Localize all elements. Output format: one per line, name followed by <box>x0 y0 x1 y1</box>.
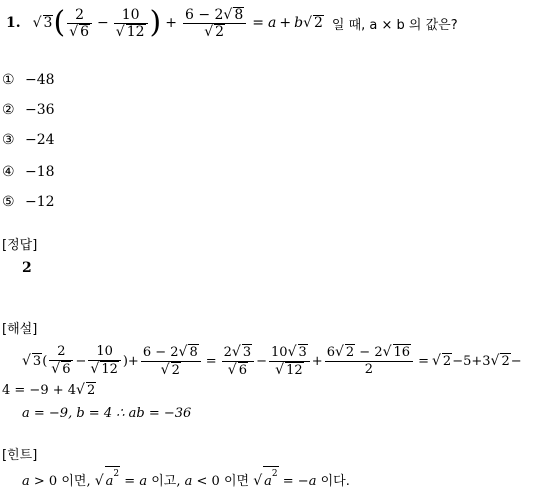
problem-question: 일 때, a × b 의 값은? <box>331 17 458 33</box>
option-4[interactable] <box>2 164 55 180</box>
hint-header: [힌트] <box>2 448 38 463</box>
option-value: −18 <box>25 164 55 180</box>
option-marker: ③ <box>2 132 15 148</box>
solution-line-1: √ 3 ( $\frac{2}{√ 6}$ − $\frac{10}{√ 12}$ )+ $\frac{6 - 2√ 8}{√ 2}$ = $\frac{2√ 3}{√ 6}$ − $\frac{10√ 3}{√ 12}$ + $\frac{6√ 2 - 2√ 16}{2}$ = √ 2 −5+3 √ 2 − <box>22 343 522 378</box>
option-marker: ② <box>2 102 15 118</box>
option-marker: ④ <box>2 164 15 180</box>
option-2[interactable] <box>2 102 55 118</box>
option-3[interactable] <box>2 132 55 148</box>
problem-number: 1. <box>6 15 21 31</box>
answer-header: [정답] <box>2 238 38 253</box>
solution-line-2: 4 = −9 + 4√ 2 <box>2 382 96 398</box>
hint-text: a > 0 이면, √ $a^2 = a$ 이고, a < 0 이면 √ $a^2 = -a$ 이다. <box>22 466 350 489</box>
option-value: −24 <box>25 132 55 148</box>
option-value: −48 <box>25 72 55 88</box>
solution-line-3: a = −9, b = 4 ∴ ab = −36 <box>22 406 192 421</box>
answer-value: 2 <box>22 260 32 276</box>
solution-header: [해설] <box>2 322 38 337</box>
option-value: −12 <box>25 194 55 210</box>
option-1[interactable] <box>2 72 55 88</box>
option-marker: ① <box>2 72 15 88</box>
option-5[interactable] <box>2 194 55 210</box>
option-value: −36 <box>25 102 55 118</box>
option-marker: ⑤ <box>2 194 15 210</box>
problem-statement <box>6 0 458 46</box>
math-expression: √ 3 ( $\frac{2}{√ 6}$ − $\frac{10}{√ 12}$ ) + $\frac{6 - 2√ 8}{√ 2}$ = a + b √ 2 <box>32 5 323 40</box>
